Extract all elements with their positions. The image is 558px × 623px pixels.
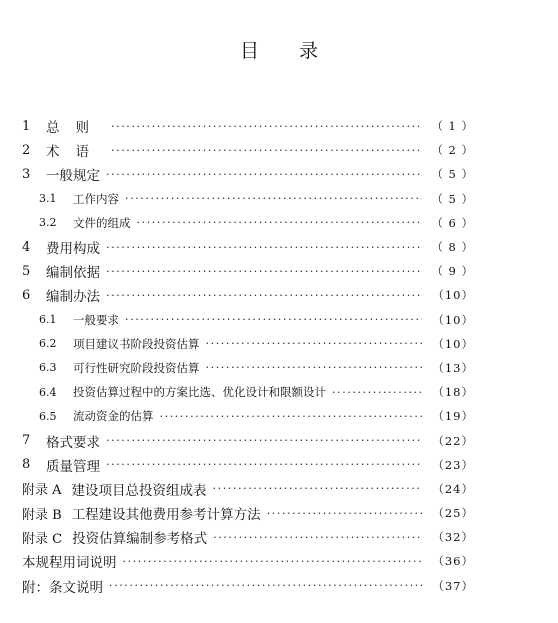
page-title xyxy=(0,36,558,63)
toc-entry-number: 8 xyxy=(22,457,31,473)
toc-leader-dots xyxy=(106,265,422,278)
toc-entry-page: （32） xyxy=(432,530,474,545)
toc-entry-label: 可行性研究阶段投资估算 xyxy=(73,360,200,375)
toc-entry[interactable] xyxy=(22,308,474,332)
toc-entry[interactable] xyxy=(22,549,474,573)
toc-entry[interactable] xyxy=(22,332,474,356)
toc-entry[interactable] xyxy=(22,356,474,380)
toc-entry-number: 4 xyxy=(22,239,31,255)
toc-entry-number: 1 xyxy=(22,118,31,134)
toc-leader-dots xyxy=(213,482,422,495)
toc-entry-page: （ 1 ） xyxy=(431,119,474,134)
toc-leader-dots xyxy=(332,386,422,399)
toc-entry-label: 质量管理 xyxy=(46,458,100,475)
toc-entry-page: （24） xyxy=(432,481,474,496)
toc-leader-dots xyxy=(106,289,422,302)
toc-entry-number: 2 xyxy=(22,142,31,158)
toc-entry-page: （ 2 ） xyxy=(431,143,474,158)
toc-entry[interactable] xyxy=(22,574,474,598)
toc-entry[interactable] xyxy=(22,283,474,307)
toc-leader-dots xyxy=(137,216,423,229)
toc-entry-label: 编制办法 xyxy=(46,289,100,306)
toc-entry[interactable] xyxy=(22,453,474,477)
title-char-right: 录 xyxy=(299,40,319,62)
toc-entry-label: 本规程用词说明 xyxy=(22,555,117,572)
toc-entry-number: 6.2 xyxy=(39,337,57,351)
toc-entry-page: （23） xyxy=(432,457,474,472)
toc-entry-number: 附录 B xyxy=(22,507,62,523)
toc-leader-dots xyxy=(125,313,422,326)
toc-leader-dots xyxy=(106,458,422,471)
toc-entry-number: 6.5 xyxy=(39,409,57,423)
toc-entry-number: 3.2 xyxy=(39,216,57,230)
toc-entry[interactable] xyxy=(22,477,474,501)
table-of-contents xyxy=(22,114,474,598)
toc-entry-page: （10） xyxy=(432,288,474,303)
toc-entry-label: 工作内容 xyxy=(73,191,119,206)
toc-entry-page: （10） xyxy=(432,336,474,351)
toc-entry-page: （25） xyxy=(432,506,474,521)
toc-entry-page: （ 5 ） xyxy=(431,167,474,182)
toc-leader-dots xyxy=(206,337,423,350)
toc-entry[interactable] xyxy=(22,380,474,404)
toc-leader-dots xyxy=(206,361,423,374)
toc-entry-number: 6.3 xyxy=(39,361,57,375)
toc-entry[interactable] xyxy=(22,162,474,186)
toc-entry-number: 6.4 xyxy=(39,385,57,399)
toc-leader-dots xyxy=(109,579,422,592)
toc-leader-dots xyxy=(111,120,422,133)
toc-entry-page: （ 9 ） xyxy=(431,264,474,279)
toc-entry-page: （10） xyxy=(432,312,474,327)
toc-leader-dots xyxy=(123,555,423,568)
toc-entry[interactable] xyxy=(22,428,474,452)
toc-entry[interactable] xyxy=(22,138,474,162)
toc-entry-number: 3.1 xyxy=(39,192,57,206)
toc-entry[interactable] xyxy=(22,114,474,138)
toc-entry-label: 格式要求 xyxy=(46,434,100,451)
toc-entry-label: 总则 xyxy=(46,120,105,137)
toc-entry-page: （ 5 ） xyxy=(431,191,474,206)
toc-entry-label: 一般要求 xyxy=(73,312,119,327)
toc-entry[interactable] xyxy=(22,404,474,428)
toc-entry[interactable] xyxy=(22,187,474,211)
toc-leader-dots xyxy=(106,241,422,254)
toc-entry-number: 3 xyxy=(22,166,31,182)
toc-entry-label: 投资估算过程中的方案比选、优化设计和限额设计 xyxy=(73,385,326,400)
toc-entry-number: 附录 C xyxy=(22,531,63,547)
toc-entry-page: （22） xyxy=(432,433,474,448)
toc-entry-label: 术语 xyxy=(46,144,105,161)
toc-entry-label: 建设项目总投资组成表 xyxy=(71,482,207,499)
toc-entry[interactable] xyxy=(22,525,474,549)
toc-entry-number: 6.1 xyxy=(39,313,57,327)
toc-leader-dots xyxy=(125,192,422,205)
toc-entry-label: 文件的组成 xyxy=(73,215,131,230)
toc-entry-label: 编制依据 xyxy=(46,265,100,282)
toc-entry-page: （19） xyxy=(432,409,474,424)
toc-leader-dots xyxy=(106,168,422,181)
toc-entry-page: （36） xyxy=(432,554,474,569)
toc-leader-dots xyxy=(267,507,422,520)
toc-entry[interactable] xyxy=(22,211,474,235)
toc-entry-label: 一般规定 xyxy=(46,168,100,185)
toc-entry[interactable] xyxy=(22,501,474,525)
toc-leader-dots xyxy=(106,434,422,447)
toc-entry-page: （13） xyxy=(432,360,474,375)
toc-entry-label: 投资估算编制参考格式 xyxy=(72,531,208,548)
toc-leader-dots xyxy=(160,410,423,423)
toc-entry[interactable] xyxy=(22,259,474,283)
toc-entry-number: 5 xyxy=(22,263,31,279)
toc-entry[interactable] xyxy=(22,235,474,259)
toc-entry-number: 附录 A xyxy=(22,483,62,499)
toc-entry-label: 费用构成 xyxy=(46,241,100,258)
toc-entry-number: 6 xyxy=(22,287,31,303)
toc-entry-label: 附：条文说明 xyxy=(22,579,103,596)
toc-leader-dots xyxy=(213,531,422,544)
toc-entry-label: 工程建设其他费用参考计算方法 xyxy=(71,507,261,524)
toc-entry-page: （ 6 ） xyxy=(431,215,474,230)
toc-entry-number: 7 xyxy=(22,433,31,449)
toc-entry-page: （ 8 ） xyxy=(431,240,474,255)
toc-entry-label: 流动资金的估算 xyxy=(73,409,154,424)
title-char-left: 目 xyxy=(239,40,259,62)
toc-entry-label: 项目建议书阶段投资估算 xyxy=(73,336,200,351)
toc-entry-page: （37） xyxy=(432,578,474,593)
toc-entry-page: （18） xyxy=(432,385,474,400)
toc-leader-dots xyxy=(111,144,422,157)
